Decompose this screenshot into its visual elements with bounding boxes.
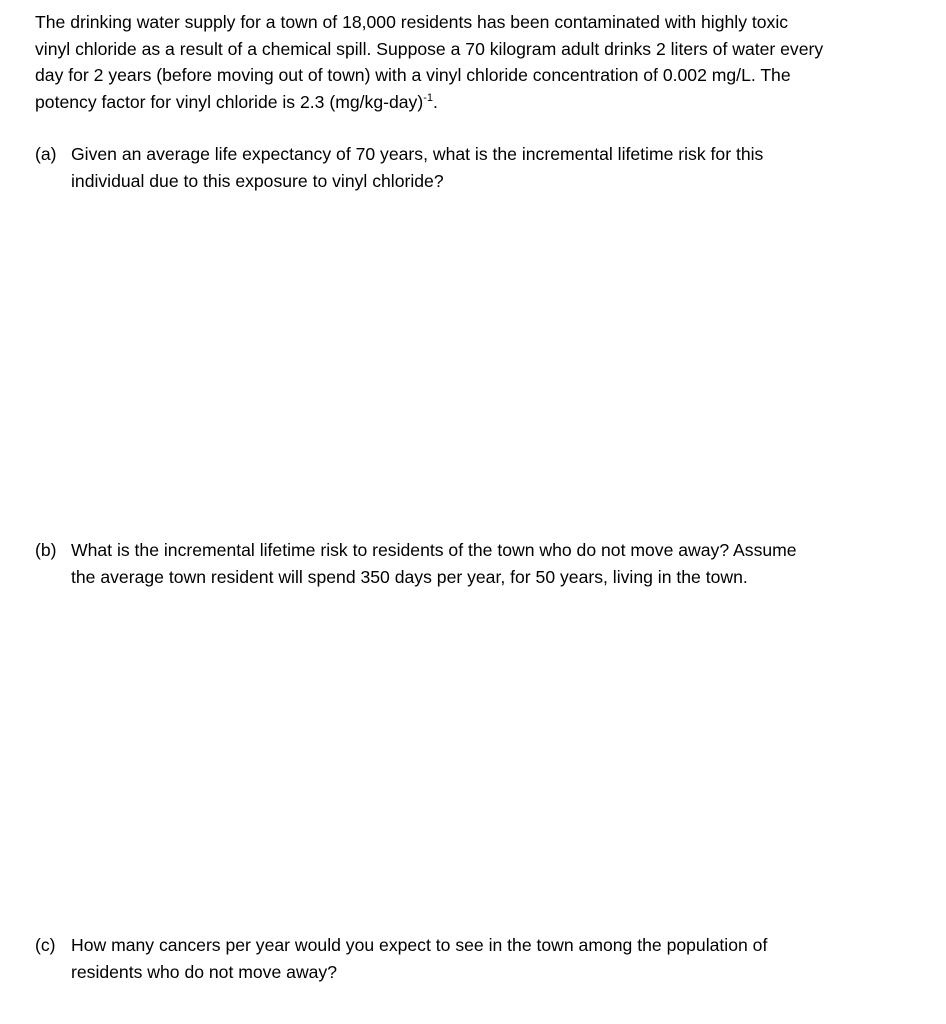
problem-line-2: vinyl chloride as a result of a chemical spill. Suppose a 70 kilogram adult drinks 2 liters of water every (35, 38, 824, 59)
problem-line-3: day for 2 years (before moving out of town) with a vinyl chloride concentration of 0.002 mg/L. The (35, 65, 791, 85)
question-a-line-2: individual due to this exposure to vinyl chloride? (71, 170, 444, 191)
problem-end-period: . (432, 91, 438, 112)
question-c-line-2: residents who do not move away? (71, 961, 338, 982)
problem-line-4 (35, 89, 930, 116)
question-b-line-2: the average town resident will spend 350 days per year, for 50 years, living in the town. (71, 566, 748, 587)
question-a-label: (a) (35, 144, 57, 164)
question-c-line-1: How many cancers per year would you expect to see in the town among the population of (71, 935, 768, 955)
question-b-label: (b) (35, 540, 57, 560)
question-b-text (71, 537, 915, 590)
question-b (35, 537, 915, 590)
question-a-line-1: Given an average life expectancy of 70 years, what is the incremental lifetime risk for this (71, 144, 764, 164)
potency-factor-text: potency factor for vinyl chloride is 2.3 (mg/kg-day) (35, 91, 424, 112)
problem-statement (35, 9, 930, 115)
question-c (35, 932, 915, 985)
question-a-text (71, 141, 915, 194)
question-c-text (71, 932, 915, 985)
question-a (35, 141, 915, 194)
question-c-label: (c) (35, 935, 56, 955)
potency-exponent: -1 (423, 91, 433, 104)
problem-line-1: The drinking water supply for a town of 18,000 residents has been contaminated with highly toxic (35, 12, 789, 32)
question-b-line-1: What is the incremental lifetime risk to residents of the town who do not move away? Assume (71, 540, 797, 560)
